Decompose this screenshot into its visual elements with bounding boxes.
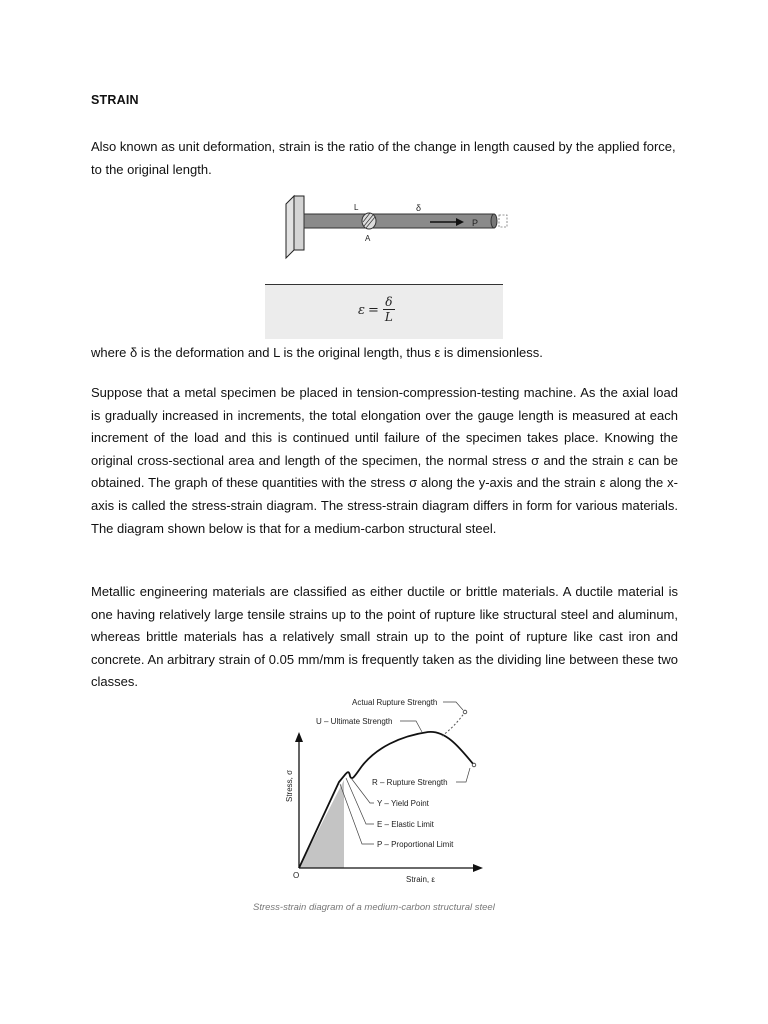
leader-actual-rupture — [443, 702, 463, 710]
label-actual-rupture: Actual Rupture Strength — [352, 698, 438, 707]
actual-rupture-point — [463, 710, 467, 714]
formula-denominator: L — [384, 310, 393, 324]
formula-fraction — [383, 295, 395, 325]
section-heading: STRAIN — [91, 93, 139, 107]
ductile-brittle-paragraph: Metallic engineering materials are classified as either ductile or brittle materials. A ductile material is one having relatively large tensile strains up to the point of rupture like structural steel and aluminum, whereas brittle materials has a relatively small strain up to the point of rupture like cast iron and concrete. An arbitrary strain of 0.05 mm/mm is frequently taken as the dividing line between these two classes. — [91, 584, 678, 690]
label-proportional: P – Proportional Limit — [377, 840, 454, 849]
leader-proportional — [340, 784, 374, 844]
formula-box — [265, 284, 503, 339]
origin-label: O — [293, 871, 300, 880]
diagram-caption: Stress-strain diagram of a medium-carbon structural steel — [253, 902, 495, 913]
leader-elastic — [346, 778, 374, 824]
stress-strain-diagram — [280, 692, 520, 894]
x-axis-arrow-icon — [473, 864, 483, 872]
leader-rupture — [456, 768, 470, 782]
label-ultimate: U – Ultimate Strength — [316, 717, 393, 726]
label-yield: Y – Yield Point — [377, 799, 429, 808]
definition-paragraph: Also known as unit deformation, strain is the ratio of the change in length caused by the applied force, to the original length. — [91, 139, 676, 177]
actual-rupture-curve — [442, 712, 465, 736]
leader-yield — [351, 778, 374, 803]
formula-equals: = — [367, 302, 379, 318]
arrow-head-icon — [456, 218, 464, 226]
label-L: L — [354, 203, 359, 212]
label-elastic: E – Elastic Limit — [377, 820, 434, 829]
formula-lhs: ε — [358, 302, 365, 318]
formula-explanation: where δ is the deformation and L is the original length, thus ε is dimensionless. — [91, 345, 543, 360]
fixed-wall — [286, 196, 294, 258]
formula-numerator: δ — [385, 295, 393, 309]
y-axis-arrow-icon — [295, 732, 303, 742]
force-arrow — [428, 214, 508, 234]
y-axis-label: Stress, σ — [285, 769, 294, 802]
leader-ultimate — [400, 721, 422, 732]
label-A: A — [365, 234, 371, 243]
label-rupture: R – Rupture Strength — [372, 778, 448, 787]
strain-formula — [358, 295, 395, 325]
label-delta: δ — [416, 203, 422, 213]
rupture-point — [472, 763, 476, 767]
label-P: P — [472, 218, 479, 228]
stress-strain-paragraph: Suppose that a metal specimen be placed in tension-compression-testing machine. As the axial load is gradually increased in increments, the total elongation over the gauge length is measured at each increment of the load and this is continued until failure of the specimen takes place. Knowing the original cross-sectional area and length of the specimen, the normal stress σ and the strain ε can be obtained. The graph of these quantities with the stress σ along the y-axis and the strain ε along the x-axis is called the stress-strain diagram. The stress-strain diagram differs in form for various materials. The diagram shown below is that for a medium-carbon structural steel. — [91, 385, 678, 536]
fixed-wall-face — [294, 196, 304, 250]
x-axis-label: Strain, ε — [406, 875, 435, 884]
